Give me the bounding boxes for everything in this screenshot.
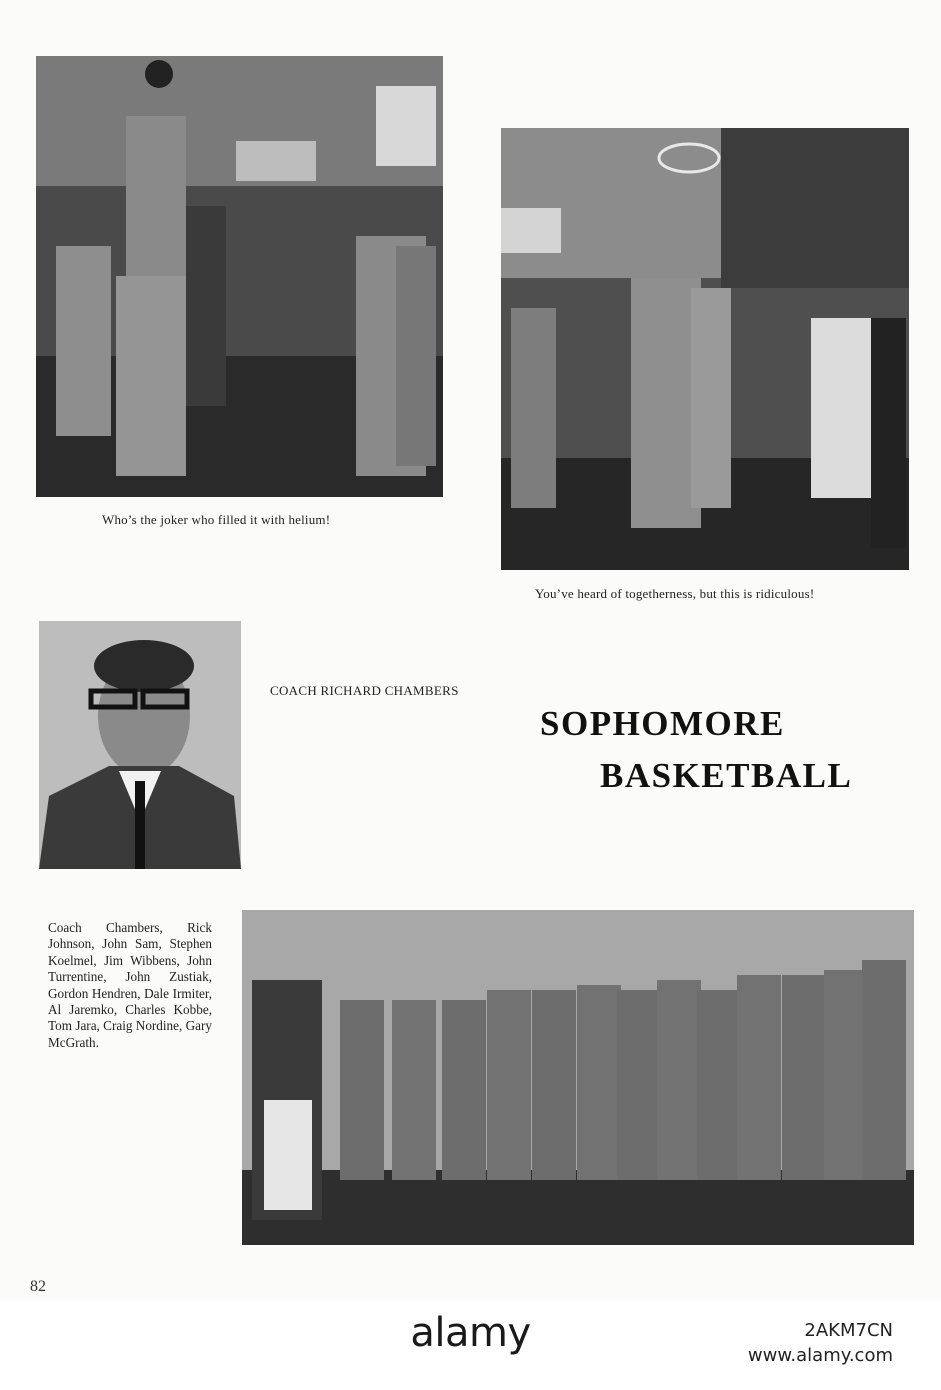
- photo1-caption: Who’s the joker who filled it with helium!: [102, 512, 331, 527]
- game-photo-jump-ball: [36, 56, 443, 497]
- alamy-logo: alamy: [410, 1310, 531, 1356]
- coach-label: COACH RICHARD CHAMBERS: [270, 683, 459, 698]
- game-photo-under-basket: [501, 128, 909, 570]
- title-line-2: BASKETBALL: [600, 756, 853, 795]
- team-photo: [242, 910, 914, 1245]
- page-number: 82: [30, 1278, 46, 1295]
- roster-text: Coach Chambers, Rick Johnson, John Sam, Stephen Koelmel, Jim Wibbens, John Turrentine, John Zustiak, Gordon Hendren, Dale Irmiter, Al Jaremko, Charles Kobbe, Tom Jara, Craig Nordine, Gary McGrath.: [48, 920, 212, 1050]
- image-id: 2AKM7CN: [804, 1320, 893, 1341]
- alamy-url: www.alamy.com: [747, 1345, 893, 1366]
- photo2-caption: You’ve heard of togetherness, but this is ridiculous!: [535, 586, 815, 601]
- title-line-1: SOPHOMORE: [540, 704, 785, 743]
- coach-portrait: [39, 621, 241, 869]
